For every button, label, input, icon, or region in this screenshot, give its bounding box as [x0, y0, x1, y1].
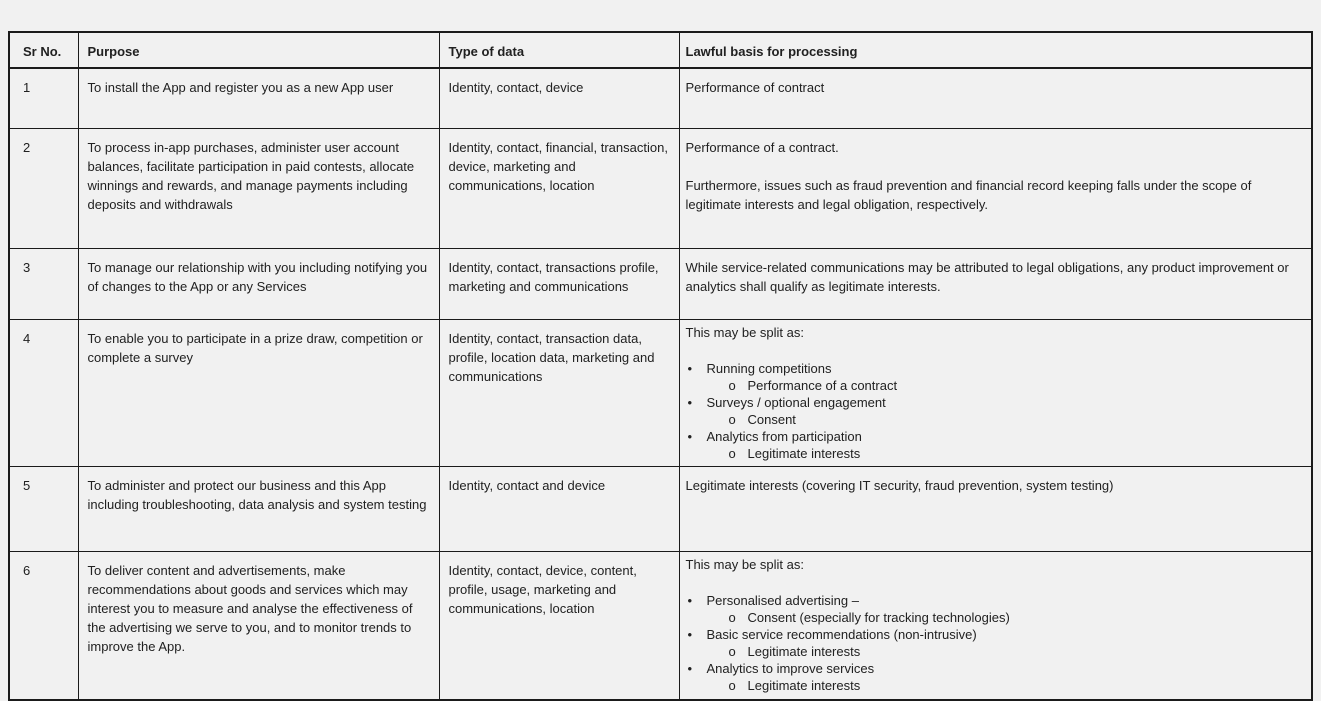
cell-type-of-data: Identity, contact, transactions profile, marketing and communications — [439, 248, 679, 319]
sub-bullet-marker: o — [728, 445, 736, 461]
bullet-item — [686, 626, 1302, 643]
cell-lawful-basis — [679, 68, 1312, 128]
bullet-marker: • — [687, 360, 693, 376]
bullet-label: Running competitions — [706, 360, 832, 376]
cell-sr-no: 5 — [9, 466, 78, 551]
cell-lawful-basis — [679, 248, 1312, 319]
cell-sr-no: 3 — [9, 248, 78, 319]
cell-type-of-data: Identity, contact, financial, transaction, device, marketing and communications, location — [439, 128, 679, 248]
bullet-label: Surveys / optional engagement — [706, 394, 886, 410]
cell-type-of-data: Identity, contact and device — [439, 466, 679, 551]
lawful-paragraph: Performance of contract — [685, 80, 825, 95]
table-row — [9, 466, 1312, 551]
sub-bullet-item — [686, 411, 1302, 428]
cell-purpose: To enable you to participate in a prize draw, competition or complete a survey — [78, 319, 439, 466]
column-header-purpose: Purpose — [78, 32, 439, 68]
cell-type-of-data: Identity, contact, transaction data, profile, location data, marketing and communications — [439, 319, 679, 466]
lawful-intro: This may be split as: — [685, 556, 804, 572]
bullet-item — [686, 394, 1302, 411]
lawful-bullet-list — [686, 360, 1302, 462]
cell-sr-no: 1 — [9, 68, 78, 128]
sub-bullet-marker: o — [728, 411, 736, 427]
lawful-paragraph: While service-related communications may be attributed to legal obligations, any product improvement or analytics shall qualify as legitimate interests. — [685, 259, 1289, 294]
lawful-paragraph: Legitimate interests (covering IT security, fraud prevention, system testing) — [685, 477, 1114, 493]
cell-lawful-basis — [679, 128, 1312, 248]
cell-purpose: To manage our relationship with you including notifying you of changes to the App or any Services — [78, 248, 439, 319]
cell-sr-no: 6 — [9, 551, 78, 700]
cell-lawful-basis — [679, 319, 1312, 466]
bullet-marker: • — [687, 394, 693, 410]
cell-sr-no: 4 — [9, 319, 78, 466]
sub-bullet-marker: o — [728, 377, 736, 393]
lawful-intro: This may be split as: — [685, 324, 804, 340]
sub-bullet-label: Consent — [747, 411, 796, 427]
bullet-marker: • — [687, 428, 693, 444]
bullet-item — [686, 428, 1302, 445]
table-row — [9, 68, 1312, 128]
sub-bullet-label: Consent (especially for tracking technologies) — [747, 609, 1010, 625]
sub-bullet-marker: o — [728, 643, 736, 659]
column-header-lawful-basis: Lawful basis for processing — [679, 32, 1312, 68]
sub-bullet-label: Legitimate interests — [747, 643, 861, 659]
bullet-label: Personalised advertising – — [706, 592, 859, 608]
cell-lawful-basis — [679, 551, 1312, 700]
bullet-item — [686, 660, 1302, 677]
bullet-label: Analytics to improve services — [706, 660, 875, 676]
lawful-paragraph: Furthermore, issues such as fraud prevention and financial record keeping falls under the scope of legitimate interests and legal obligation, respectively. — [685, 177, 1252, 212]
bullet-marker: • — [687, 660, 693, 676]
bullet-marker: • — [687, 592, 693, 608]
cell-purpose: To deliver content and advertisements, make recommendations about goods and services which may interest you to measure and analyse the effectiveness of the advertising we serve to you, and to monitor trends to improve the App. — [78, 551, 439, 700]
sub-bullet-label: Performance of a contract — [747, 377, 898, 393]
sub-bullet-item — [686, 643, 1302, 660]
bullet-item — [686, 592, 1302, 609]
bullet-label: Analytics from participation — [706, 428, 862, 444]
sub-bullet-item — [686, 609, 1302, 626]
table-row — [9, 128, 1312, 248]
cell-purpose: To process in-app purchases, administer user account balances, facilitate participation in paid contests, allocate winnings and rewards, and manage payments including deposits and withdrawals — [78, 128, 439, 248]
cell-sr-no: 2 — [9, 128, 78, 248]
cell-type-of-data: Identity, contact, device — [439, 68, 679, 128]
sub-bullet-item — [686, 445, 1302, 462]
column-header-type-of-data: Type of data — [439, 32, 679, 68]
lawful-paragraph: Performance of a contract. — [685, 139, 839, 155]
sub-bullet-marker: o — [728, 609, 736, 625]
sub-bullet-item — [686, 677, 1302, 694]
bullet-marker: • — [687, 626, 693, 642]
bullet-item — [686, 360, 1302, 377]
table-row — [9, 248, 1312, 319]
bullet-label: Basic service recommendations (non-intrusive) — [706, 626, 977, 642]
table-header-row — [9, 32, 1312, 68]
sub-bullet-label: Legitimate interests — [747, 445, 861, 461]
lawful-bullet-list — [686, 592, 1302, 694]
cell-lawful-basis — [679, 466, 1312, 551]
column-header-sr-no: Sr No. — [9, 32, 78, 68]
sub-bullet-marker: o — [728, 677, 736, 693]
table-body — [9, 68, 1312, 700]
data-processing-table — [8, 31, 1313, 701]
cell-type-of-data: Identity, contact, device, content, profile, usage, marketing and communications, location — [439, 551, 679, 700]
cell-purpose: To administer and protect our business and this App including troubleshooting, data analysis and system testing — [78, 466, 439, 551]
table-row — [9, 551, 1312, 700]
sub-bullet-label: Legitimate interests — [747, 677, 861, 693]
sub-bullet-item — [686, 377, 1302, 394]
table-row — [9, 319, 1312, 466]
cell-purpose: To install the App and register you as a new App user — [78, 68, 439, 128]
